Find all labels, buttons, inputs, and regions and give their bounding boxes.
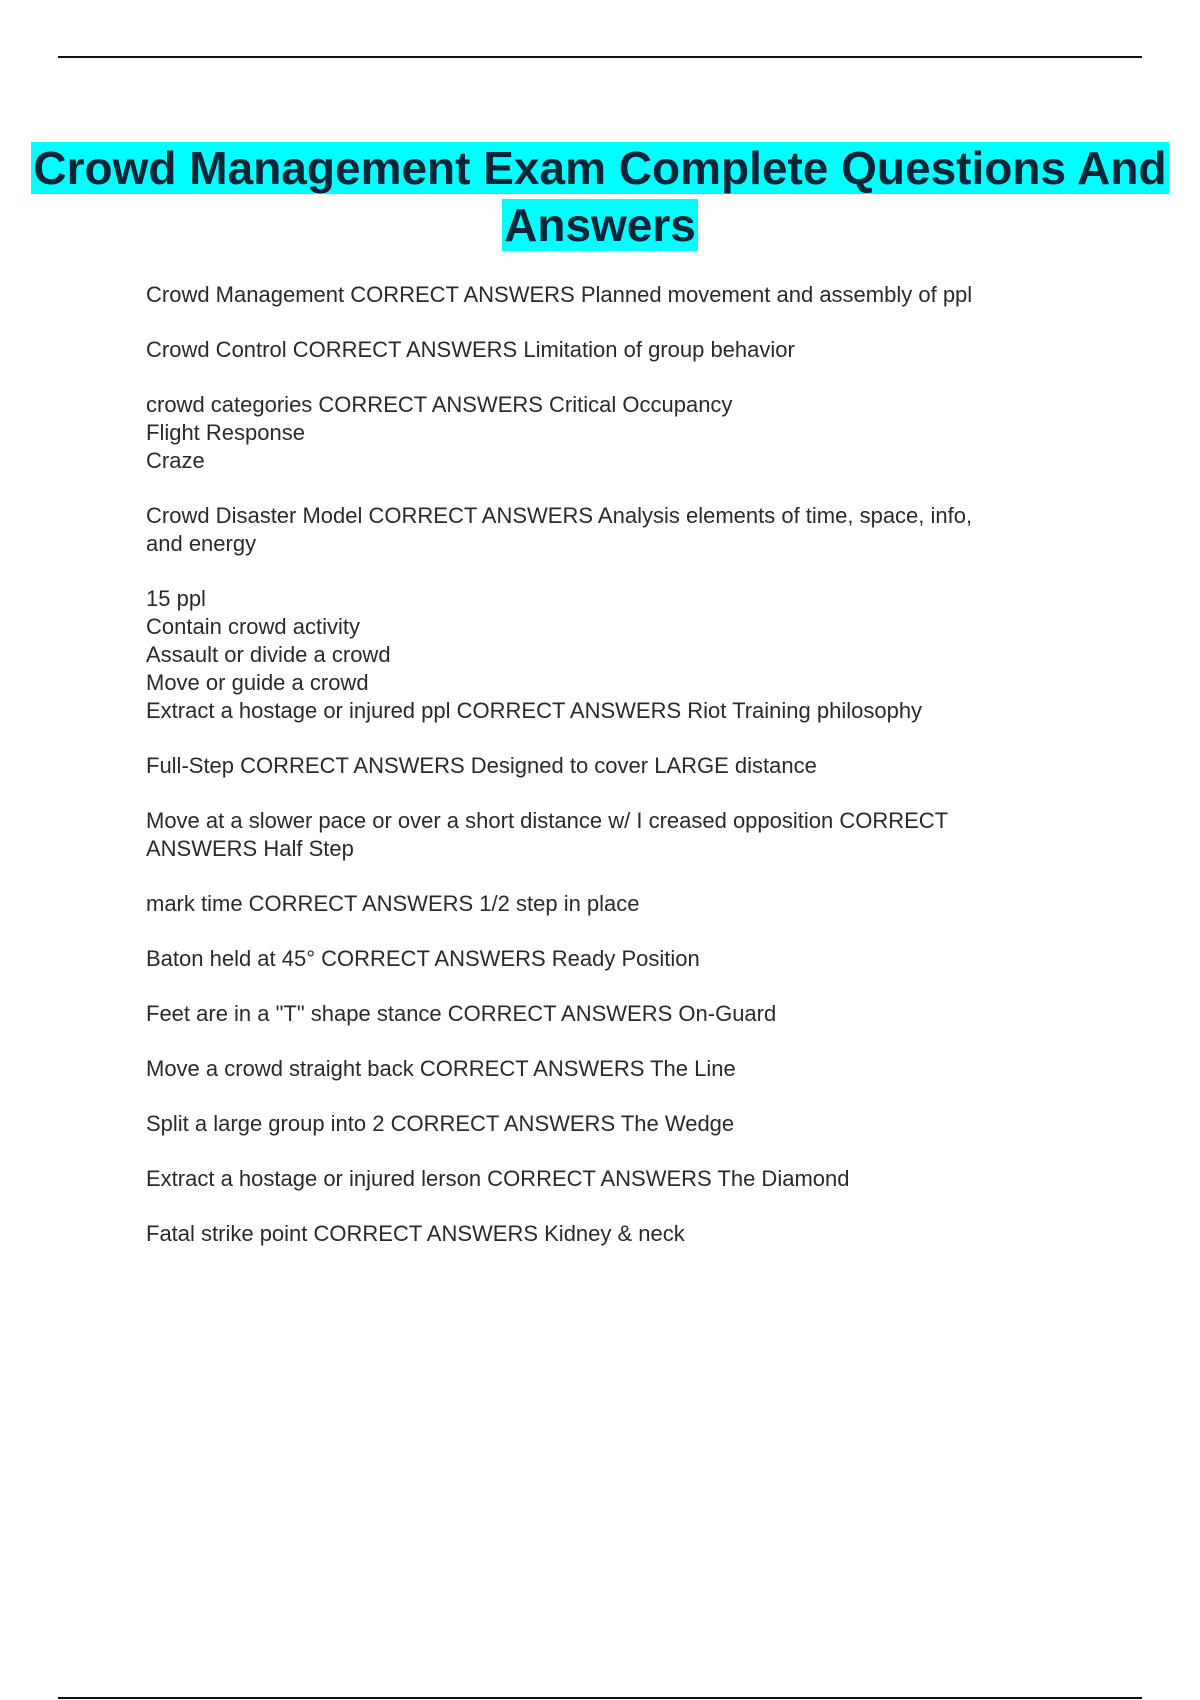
qa-list	[146, 281, 1086, 1275]
qa-item: Crowd Management CORRECT ANSWERS Planned movement and assembly of ppl	[146, 282, 973, 307]
qa-item: mark time CORRECT ANSWERS 1/2 step in place	[146, 891, 640, 916]
qa-item: Move at a slower pace or over a short distance w/ I creased opposition CORRECT ANSWERS Half Step	[146, 808, 949, 861]
qa-item: Feet are in a "T" shape stance CORRECT ANSWERS On-Guard	[146, 1001, 777, 1026]
qa-item: Crowd Disaster Model CORRECT ANSWERS Analysis elements of time, space, info, and energy	[146, 503, 973, 556]
document-title: Crowd Management Exam Complete Questions And Answers	[33, 142, 1167, 251]
bottom-divider	[58, 1697, 1142, 1699]
qa-item: Baton held at 45° CORRECT ANSWERS Ready Position	[146, 946, 700, 971]
qa-item: Crowd Control CORRECT ANSWERS Limitation of group behavior	[146, 337, 795, 362]
top-divider	[58, 56, 1142, 58]
qa-item: crowd categories CORRECT ANSWERS Critical Occupancy Flight Response Craze	[146, 392, 733, 473]
qa-item: Split a large group into 2 CORRECT ANSWERS The Wedge	[146, 1111, 735, 1136]
qa-item: Extract a hostage or injured lerson CORRECT ANSWERS The Diamond	[146, 1166, 850, 1191]
qa-item: Full-Step CORRECT ANSWERS Designed to cover LARGE distance	[146, 753, 817, 778]
title-block	[0, 140, 1200, 254]
qa-item: 15 ppl Contain crowd activity Assault or divide a crowd Move or guide a crowd Extract a hostage or injured ppl CORRECT ANSWERS Riot Training philosophy	[146, 586, 923, 723]
qa-item: Fatal strike point CORRECT ANSWERS Kidney & neck	[146, 1221, 685, 1246]
qa-item: Move a crowd straight back CORRECT ANSWERS The Line	[146, 1056, 736, 1081]
